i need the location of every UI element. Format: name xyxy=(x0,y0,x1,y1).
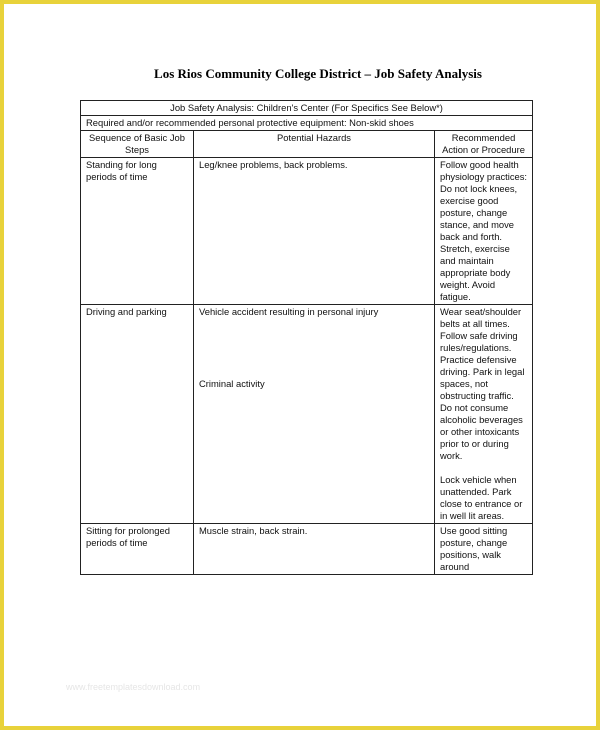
recommended-action: Follow good health physiology practices: Do not lock knees, exercise good posture, change stance, and move back and forth. Stretch, exercise and maintain appropriate body weight. Avoid fatigue. xyxy=(435,158,533,305)
hazard: Vehicle accident resulting in personal injury xyxy=(199,306,379,317)
document-page xyxy=(4,4,596,726)
recommended-action: Wear seat/shoulder belts at all times. Follow safe driving rules/regulations. Practice defensive driving. Park in legal spaces, not obstructing traffic. Do not consume alcoholic beverages or other intoxicants prior to or during work. xyxy=(440,306,525,461)
table-title: Job Safety Analysis: Children's Center (For Specifics See Below*) xyxy=(81,101,533,116)
header-hazards: Potential Hazards xyxy=(194,131,435,158)
hazard: Leg/knee problems, back problems. xyxy=(194,158,435,305)
ppe-row xyxy=(81,116,533,131)
action-cell xyxy=(435,305,533,524)
header-row xyxy=(81,131,533,158)
table-title-row xyxy=(81,101,533,116)
hazard-cell xyxy=(194,305,435,524)
table-row xyxy=(81,524,533,575)
recommended-action: Use good sitting posture, change positions, walk around xyxy=(435,524,533,575)
document-title: Los Rios Community College District – Job Safety Analysis xyxy=(154,66,482,81)
hazard: Criminal activity xyxy=(199,378,265,389)
job-step: Standing for long periods of time xyxy=(81,158,194,305)
header-action: Recommended Action or Procedure xyxy=(435,131,533,158)
spacer xyxy=(440,462,527,474)
table-row xyxy=(81,158,533,305)
job-step: Sitting for prolonged periods of time xyxy=(81,524,194,575)
recommended-action: Lock vehicle when unattended. Park close to entrance or in well lit areas. xyxy=(440,474,523,521)
hazard: Muscle strain, back strain. xyxy=(194,524,435,575)
header-steps: Sequence of Basic Job Steps xyxy=(81,131,194,158)
job-safety-analysis-table xyxy=(80,100,533,575)
watermark: www.freetemplatesdownload.com xyxy=(66,682,201,692)
job-step: Driving and parking xyxy=(81,305,194,524)
spacer xyxy=(199,318,429,378)
table-row xyxy=(81,305,533,524)
ppe-text: Required and/or recommended personal protective equipment: Non-skid shoes xyxy=(81,116,533,131)
